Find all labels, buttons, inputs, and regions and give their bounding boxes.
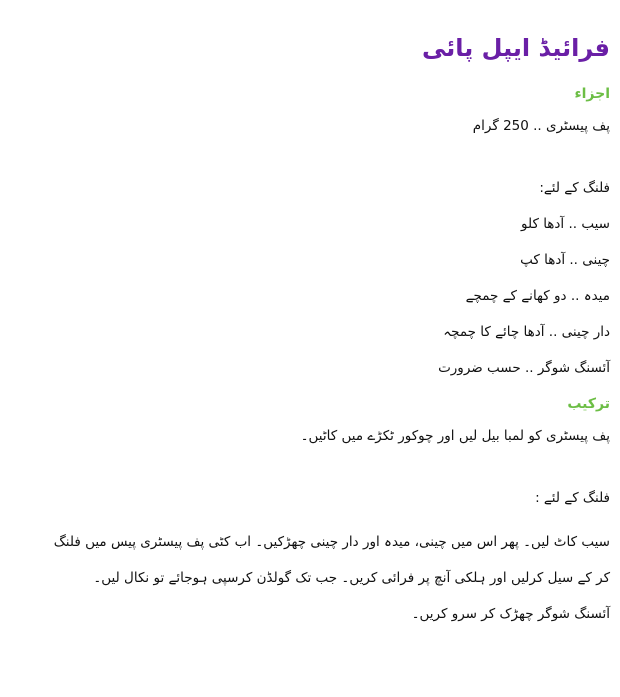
- method-paragraph-line: سیب کاٹ لیں۔ پھر اس میں چینی، میدہ اور دار چینی چھڑکیں۔ اب کٹی پف پیسٹری پیس میں فلنگ: [53, 534, 610, 550]
- ingredient-item: سیب .. آدھا کلو: [521, 216, 610, 232]
- ingredient-item: چینی .. آدھا کپ: [520, 252, 610, 268]
- ingredients-heading: اجزاء: [574, 86, 610, 102]
- method-paragraph-line: کر کے سیل کرلیں اور ہلکی آنچ پر فرائی کریں۔ جب تک گولڈن کرسپی ہوجائے تو نکال لیں۔: [93, 570, 610, 586]
- spacer: [8, 462, 610, 488]
- spacer: [8, 152, 610, 178]
- method-step-1: پف پیسٹری کو لمبا بیل لیں اور چوکور ٹکڑے میں کاٹیں۔: [300, 428, 610, 444]
- ingredient-item: میدہ .. دو کھانے کے چمچے: [465, 288, 610, 304]
- recipe-title: فرائیڈ ایپل پائی: [421, 34, 610, 62]
- method-filling-heading: فلنگ کے لئے :: [535, 490, 610, 506]
- filling-heading: فلنگ کے لئے:: [539, 180, 610, 196]
- ingredient-pastry: پف پیسٹری .. 250 گرام: [472, 118, 610, 134]
- ingredient-item: دار چینی .. آدھا چائے کا چمچہ: [443, 324, 610, 340]
- method-heading: ترکیب: [567, 396, 610, 412]
- ingredient-item: آئسنگ شوگر .. حسب ضرورت: [438, 360, 610, 376]
- method-paragraph-line: آئسنگ شوگر چھڑک کر سرو کریں۔: [411, 606, 610, 622]
